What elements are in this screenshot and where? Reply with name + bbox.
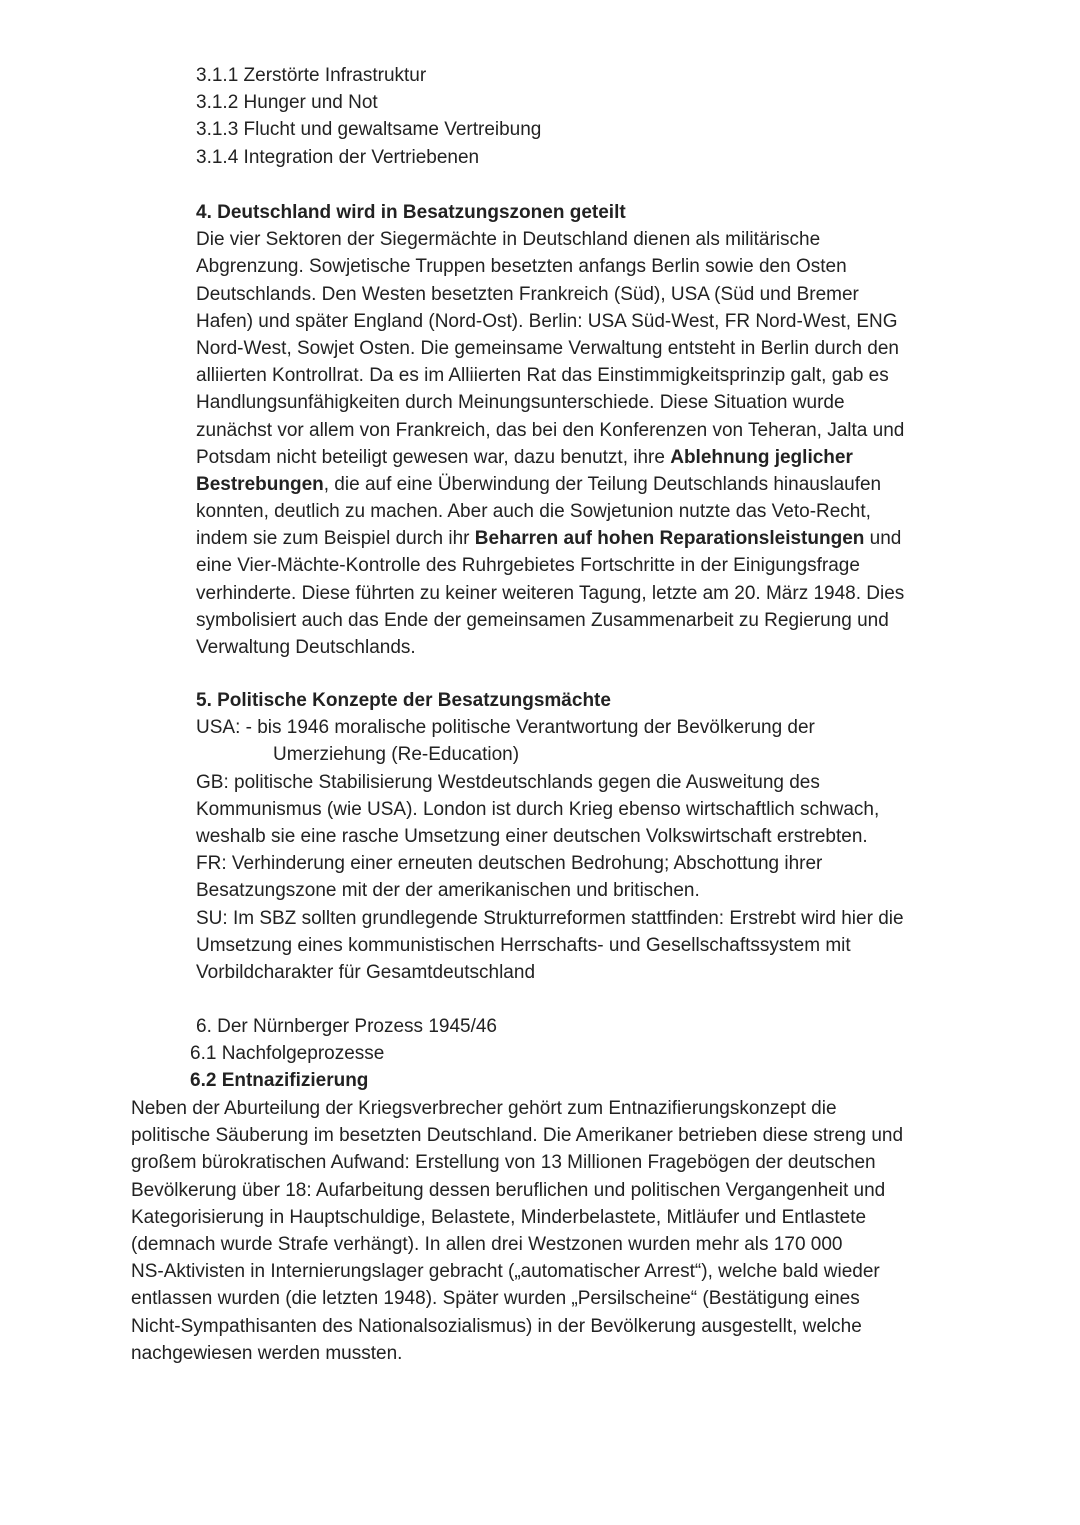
paragraph-line: verhinderte. Diese führten zu keiner weiteren Tagung, letzte am 20. März 1948. Dies — [196, 582, 905, 604]
paragraph-line: Umerziehung (Re-Education) — [273, 744, 520, 766]
paragraph-line: Nord-West, Sowjet Osten. Die gemeinsame Verwaltung entsteht in Berlin durch den — [196, 337, 899, 359]
paragraph-line: eine Vier-Mächte-Kontrolle des Ruhrgebietes Fortschritte in der Einigungsfrage — [196, 555, 860, 577]
paragraph-line: großem bürokratischen Aufwand: Erstellung von 13 Millionen Fragebögen der deutschen — [131, 1152, 876, 1174]
paragraph-line: Bevölkerung über 18: Aufarbeitung dessen beruflichen und politischen Vergangenheit und — [131, 1179, 886, 1201]
paragraph-line: symbolisiert auch das Ende der gemeinsamen Zusammenarbeit zu Regierung und — [196, 609, 889, 631]
toc-list — [196, 62, 541, 171]
paragraph-line: politische Säuberung im besetzten Deutschland. Die Amerikaner betrieben diese streng und — [131, 1125, 904, 1147]
section-4 — [196, 199, 904, 661]
paragraph-line: alliierten Kontrollrat. Da es im Alliierten Rat das Einstimmigkeitsprinzip galt, gab es — [196, 365, 889, 387]
paragraph-line — [196, 525, 904, 552]
paragraph-line: entlassen wurden (die letzten 1948). Später wurden „Persilscheine“ (Bestätigung eines — [131, 1288, 860, 1310]
section-6-heading: 6. Der Nürnberger Prozess 1945/46 — [196, 1016, 497, 1037]
paragraph-line: Verwaltung Deutschlands. — [196, 637, 416, 658]
paragraph-line: (demnach wurde Strafe verhängt). In allen drei Westzonen wurden mehr als 170 000 — [131, 1233, 843, 1255]
paragraph-line: Vorbildcharakter für Gesamtdeutschland — [196, 961, 536, 983]
toc-item: 3.1.2 Hunger und Not — [196, 92, 378, 114]
paragraph-line: USA: - bis 1946 moralische politische Verantwortung der Bevölkerung der — [196, 717, 815, 739]
text-run: und — [864, 528, 902, 550]
paragraph-line: zunächst vor allem von Frankreich, das bei den Konferenzen von Teheran, Jalta und — [196, 419, 905, 441]
emphasis-text: Bestrebungen — [196, 473, 324, 495]
subheading-6-2: 6.2 Entnazifizierung — [190, 1070, 369, 1092]
section-5 — [196, 687, 904, 986]
paragraph-line: Kategorisierung in Hauptschuldige, Belastete, Minderbelastete, Mitläufer und Entlastete — [131, 1206, 867, 1228]
paragraph-line: konnten, deutlich zu machen. Aber auch die Sowjetunion nutzte das Veto-Recht, — [196, 501, 871, 523]
paragraph-line: Umsetzung eines kommunistischen Herrschafts- und Gesellschaftssystem mit — [196, 934, 851, 956]
toc-item: 3.1.1 Zerstörte Infrastruktur — [196, 65, 427, 86]
paragraph-line: Nicht-Sympathisanten des Nationalsozialismus) in der Bevölkerung ausgestellt, welche — [131, 1315, 862, 1337]
toc-item: 3.1.3 Flucht und gewaltsame Vertreibung — [196, 119, 542, 141]
paragraph-line: GB: politische Stabilisierung Westdeutschlands gegen die Ausweitung des — [196, 771, 820, 793]
emphasis-text: Ablehnung jeglicher — [670, 446, 853, 468]
paragraph-line: Handlungsunfähigkeiten durch Meinungsunterschiede. Diese Situation wurde — [196, 392, 845, 414]
section-4-heading: 4. Deutschland wird in Besatzungszonen geteilt — [196, 202, 626, 223]
subheading-6-1: 6.1 Nachfolgeprozesse — [190, 1043, 385, 1064]
paragraph-line: Besatzungszone mit der der amerikanischen und britischen. — [196, 880, 700, 902]
paragraph-line: Die vier Sektoren der Siegermächte in Deutschland dienen als militärische — [196, 229, 821, 251]
paragraph-line: NS-Aktivisten in Internierungslager gebracht („automatischer Arrest“), welche bald wieder — [131, 1261, 880, 1283]
text-run: Potsdam nicht beteiligt gewesen war, dazu benutzt, ihre — [196, 446, 671, 468]
paragraph-line: Neben der Aburteilung der Kriegsverbrecher gehört zum Entnazifierungskonzept die — [131, 1098, 837, 1119]
section-6-subheadings — [190, 1040, 384, 1094]
section-6-2-paragraph — [131, 1095, 903, 1367]
paragraph-line — [196, 471, 904, 498]
paragraph-line: Hafen) und später England (Nord-Ost). Berlin: USA Süd-West, FR Nord-West, ENG — [196, 310, 898, 332]
section-5-heading: 5. Politische Konzepte der Besatzungsmächte — [196, 690, 611, 711]
paragraph-line: weshalb sie eine rasche Umsetzung einer deutschen Volkswirtschaft erstrebten. — [196, 825, 868, 847]
paragraph-line: SU: Im SBZ sollten grundlegende Strukturreformen stattfinden: Erstrebt wird hier die — [196, 907, 904, 929]
section-6-heading-block — [196, 1013, 497, 1040]
toc-item: 3.1.4 Integration der Vertriebenen — [196, 146, 480, 168]
paragraph-line: FR: Verhinderung einer erneuten deutschen Bedrohung; Abschottung ihrer — [196, 853, 823, 875]
paragraph-line: Abgrenzung. Sowjetische Truppen besetzten anfangs Berlin sowie den Osten — [196, 256, 847, 278]
emphasis-text: Beharren auf hohen Reparationsleistungen — [474, 528, 865, 550]
text-run: , die auf eine Überwindung der Teilung Deutschlands hinauslaufen — [323, 473, 882, 495]
text-run: indem sie zum Beispiel durch ihr — [196, 528, 475, 550]
paragraph-line: Deutschlands. Den Westen besetzten Frankreich (Süd), USA (Süd und Bremer — [196, 283, 859, 305]
paragraph-line — [196, 444, 904, 471]
paragraph-line: nachgewiesen werden mussten. — [131, 1342, 403, 1364]
paragraph-line: Kommunismus (wie USA). London ist durch Krieg ebenso wirtschaftlich schwach, — [196, 798, 880, 820]
